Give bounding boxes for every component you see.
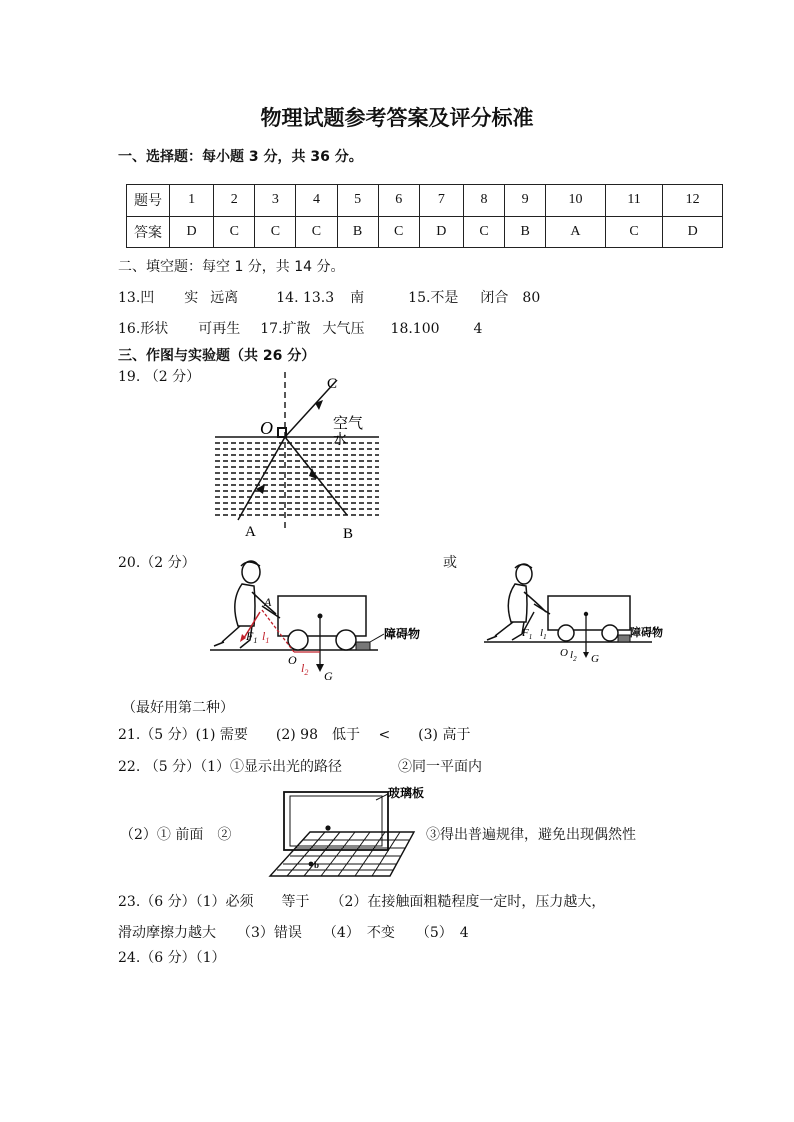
person-pushing <box>487 564 546 640</box>
answer-text: 闭合 <box>480 290 509 306</box>
table-cell: 3 <box>255 185 296 217</box>
answer-text: 实 <box>184 290 199 306</box>
center-of-gravity <box>584 612 588 616</box>
water-hatch <box>215 443 379 515</box>
q23-line-2: 滑动摩擦力越大 （3）错误 （4） 不变 （5） 4 <box>118 925 469 941</box>
answer-table <box>126 184 723 248</box>
label-O: O <box>560 647 568 659</box>
label-F1: $F_1$ <box>246 629 258 645</box>
table-cell: C <box>605 216 663 248</box>
label-A: A <box>264 595 272 609</box>
q20-or: 或 <box>443 555 457 571</box>
answer-text: 远离 <box>210 290 239 306</box>
label-water: 水 <box>333 433 347 448</box>
row-header: 答案 <box>127 216 170 248</box>
table-row-answers <box>127 216 723 248</box>
label-b: b <box>314 860 320 870</box>
table-cell: 5 <box>337 185 378 217</box>
answer-text: 14. 13.3 <box>276 290 335 306</box>
q22-line-1: 22. （5 分）（1）①显示出光的路径 ②同一平面内 <box>118 759 482 775</box>
q22-line-2-right: ③得出普遍规律，避免出现偶然性 <box>426 827 636 843</box>
page-title: 物理试题参考答案及评分标准 <box>260 106 534 130</box>
table-cell: 1 <box>170 185 214 217</box>
q24-label: 24.（6 分）（1） <box>118 950 226 966</box>
label-C: C <box>327 376 338 392</box>
table-cell: B <box>337 216 378 248</box>
table-cell: 9 <box>505 185 546 217</box>
cart-body <box>548 596 630 630</box>
label-B: B <box>343 526 354 542</box>
arrowhead <box>315 400 323 410</box>
answer-text: 17.扩散 <box>260 321 311 337</box>
row-header: 题号 <box>127 185 170 217</box>
answer-text: 可再生 <box>198 321 241 337</box>
section-1-heading: 一、选择题：每小题 3 分，共 36 分。 <box>118 149 363 165</box>
object-point <box>309 862 314 867</box>
label-O: O <box>288 653 297 667</box>
table-cell: C <box>214 216 255 248</box>
table-cell: D <box>419 216 463 248</box>
label-G: G <box>591 653 599 665</box>
table-cell: 8 <box>463 185 504 217</box>
obstacle-block <box>356 642 370 650</box>
table-cell: 11 <box>605 185 663 217</box>
wheel <box>558 625 574 641</box>
label-l2: $l_2$ <box>301 661 309 677</box>
table-cell: C <box>463 216 504 248</box>
ray-OA <box>238 437 285 520</box>
q23-line-1: 23.（6 分）（1）必须 等于 （2）在接触面粗糙程度一定时，压力越大， <box>118 894 606 910</box>
answer-text: 大气压 <box>322 321 365 337</box>
answer-text: 18.100 <box>390 321 440 337</box>
fill-blank-line-2 <box>118 318 482 338</box>
answer-text: 13.凹 <box>118 290 155 306</box>
wheel <box>602 625 618 641</box>
answer-text: 80 <box>522 290 541 306</box>
table-cell: C <box>255 216 296 248</box>
table-cell: 2 <box>214 185 255 217</box>
arrowhead <box>316 664 324 672</box>
table-cell: 4 <box>296 185 337 217</box>
q20-note: （最好用第二种） <box>122 700 234 716</box>
label-A: A <box>245 524 256 540</box>
label-F1: $F_1$ <box>522 627 533 641</box>
table-cell: A <box>546 216 606 248</box>
refraction-diagram <box>205 368 395 543</box>
glass-plate <box>284 792 388 850</box>
q21-answer: 21.（5 分）(1) 需要 (2) 98 低于 < (3) 高于 <box>118 727 471 743</box>
glass-label: 玻璃板 <box>388 786 425 800</box>
table-row-numbers <box>127 185 723 217</box>
answer-text: 4 <box>473 321 483 337</box>
grid-plane <box>270 832 414 876</box>
label-l2: $l_2$ <box>570 649 577 663</box>
label-l1: $l_1$ <box>262 629 270 645</box>
table-cell: C <box>378 216 419 248</box>
table-cell: 12 <box>663 185 723 217</box>
q22-line-2-left: （2）① 前面 ② <box>120 827 232 843</box>
obstacle-label: 障碍物 <box>384 627 421 641</box>
label-G: G <box>324 669 333 683</box>
table-cell: B <box>505 216 546 248</box>
q19-label: 19. （2 分） <box>118 369 201 385</box>
answer-text: 南 <box>350 290 365 306</box>
table-cell: D <box>170 216 214 248</box>
label-l1: $l_1$ <box>540 627 547 641</box>
obstacle-block <box>618 635 630 642</box>
section-3-heading: 三、作图与实验题（共 26 分） <box>118 348 316 364</box>
table-cell: 10 <box>546 185 606 217</box>
label-air: 空气 <box>333 416 364 432</box>
center-of-gravity <box>318 614 323 619</box>
answer-text: 15.不是 <box>408 290 459 306</box>
image-point <box>325 825 330 830</box>
wheel <box>336 630 356 650</box>
cart-lever-figure-1 <box>208 556 421 684</box>
cart-lever-figure-2 <box>482 560 678 664</box>
answer-text: 16.形状 <box>118 321 169 337</box>
glass-plate-figure <box>264 784 424 880</box>
table-cell: D <box>663 216 723 248</box>
arrowhead <box>583 652 589 658</box>
obstacle-label: 障碍物 <box>630 627 663 639</box>
table-cell: 7 <box>419 185 463 217</box>
label-O: O <box>260 418 273 438</box>
table-cell: 6 <box>378 185 419 217</box>
fill-blank-line-1 <box>118 287 540 307</box>
q20-label: 20.（2 分） <box>118 555 196 571</box>
obstacle-pointer <box>370 634 384 642</box>
table-cell: C <box>296 216 337 248</box>
section-2-heading: 二、填空题：每空 1 分，共 14 分。 <box>118 259 345 275</box>
grid-lines <box>277 832 410 876</box>
